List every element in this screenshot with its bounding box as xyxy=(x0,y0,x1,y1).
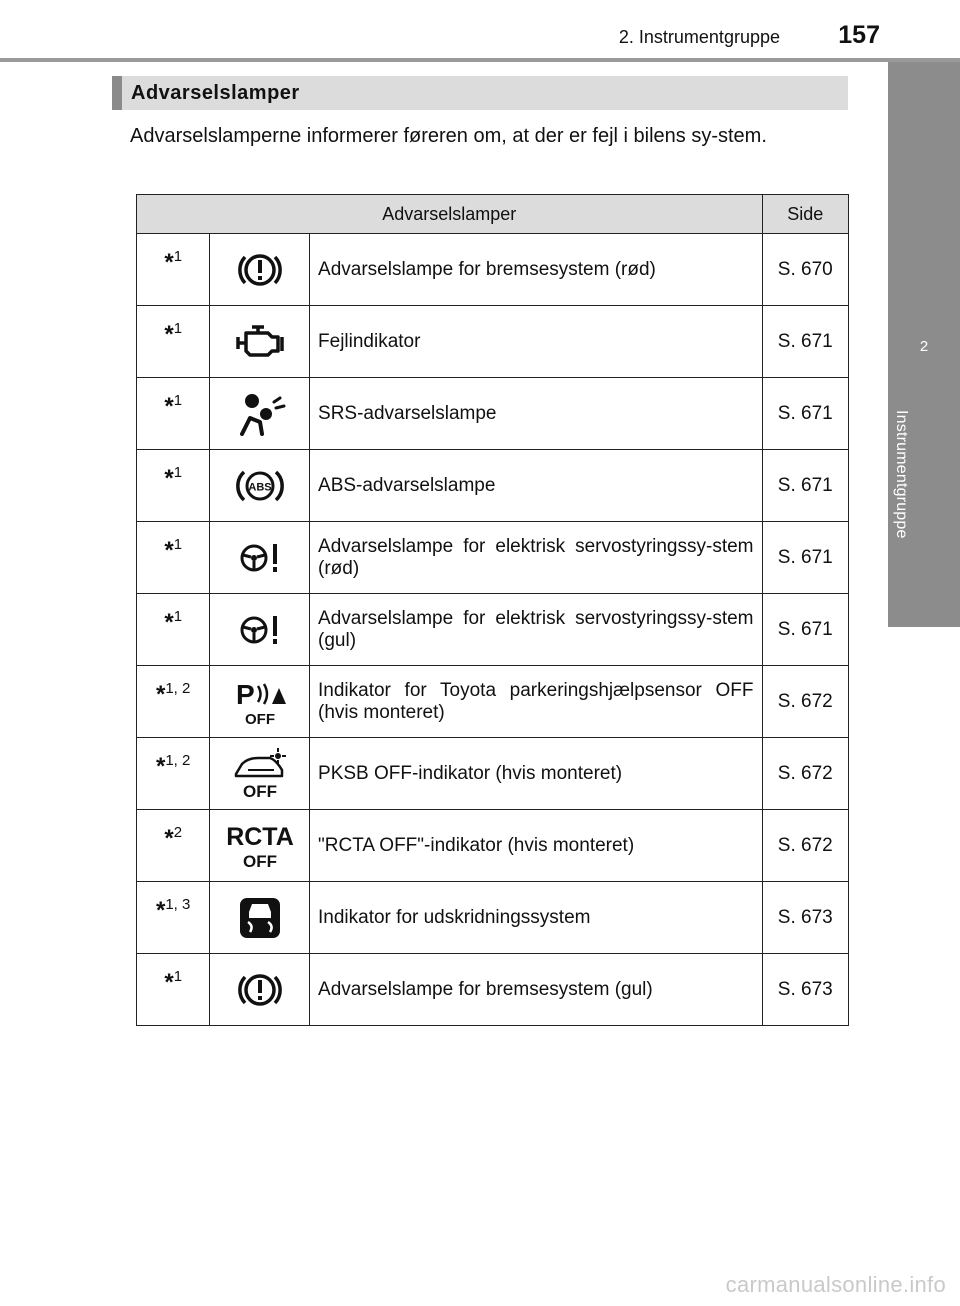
footnote-marker: *1, 2 xyxy=(156,680,191,708)
footnote-cell xyxy=(137,378,210,450)
page-reference: S. 672 xyxy=(762,810,848,882)
footnote-cell xyxy=(137,306,210,378)
footnote-marker: *1, 3 xyxy=(156,896,191,924)
page-number: 157 xyxy=(838,21,880,49)
svg-text:P: P xyxy=(235,678,255,710)
lamp-description: Advarselslampe for elektrisk servostyringssy-stem (gul) xyxy=(310,594,763,666)
footnote-marker: *1 xyxy=(164,392,183,420)
footnote-ref: 1, 2 xyxy=(165,752,191,769)
abs-warning-icon xyxy=(210,450,310,522)
footnote-marker: *1 xyxy=(164,464,183,492)
table-row xyxy=(137,306,849,378)
table-row xyxy=(137,882,849,954)
lamp-description: Advarselslampe for elektrisk servostyringssy-stem (rød) xyxy=(310,522,763,594)
lamp-description: "RCTA OFF"-indikator (hvis monteret) xyxy=(310,810,763,882)
footnote-marker: *1 xyxy=(164,320,183,348)
lamp-description: Advarselslampe for bremsesystem (rød) xyxy=(310,234,763,306)
footnote-cell xyxy=(137,450,210,522)
svg-text:OFF: OFF xyxy=(244,710,275,726)
side-tab-upper xyxy=(888,62,960,319)
table-row xyxy=(137,234,849,306)
footnote-ref: 1 xyxy=(173,248,183,265)
brake-warning-yellow-icon xyxy=(210,954,310,1026)
warning-lamp-table xyxy=(136,194,849,1026)
table-row xyxy=(137,810,849,882)
side-tab-label: Instrumentgruppe xyxy=(893,410,910,539)
srs-airbag-icon xyxy=(210,378,310,450)
table-row xyxy=(137,450,849,522)
intro-paragraph: Advarselslamperne informerer føreren om, at der er fejl i bilens sy-stem. xyxy=(130,125,767,147)
lamp-description: Indikator for Toyota parkeringshjælpsensor OFF (hvis monteret) xyxy=(310,666,763,738)
table-row xyxy=(137,738,849,810)
svg-text:OFF: OFF xyxy=(242,851,277,871)
footnote-ref: 1, 2 xyxy=(165,680,191,697)
page-reference: S. 673 xyxy=(762,882,848,954)
page-reference: S. 673 xyxy=(762,954,848,1026)
table-row xyxy=(137,378,849,450)
footnote-cell xyxy=(137,882,210,954)
footnote-cell xyxy=(137,738,210,810)
slip-indicator-icon xyxy=(210,882,310,954)
header-lamps: Advarselslamper xyxy=(137,195,763,234)
table-header-row xyxy=(137,195,849,234)
page-reference: S. 670 xyxy=(762,234,848,306)
table-row xyxy=(137,594,849,666)
footnote-ref: 1 xyxy=(173,608,183,625)
footnote-cell xyxy=(137,666,210,738)
footnote-cell xyxy=(137,594,210,666)
svg-text:ABS: ABS xyxy=(248,481,272,493)
footnote-marker: *2 xyxy=(164,824,183,852)
footnote-ref: 1 xyxy=(173,464,183,481)
footnote-ref: 1 xyxy=(173,320,183,337)
footnote-marker: *1 xyxy=(164,536,183,564)
footnote-marker: *1, 2 xyxy=(156,752,191,780)
engine-malfunction-icon xyxy=(210,306,310,378)
footnote-ref: 2 xyxy=(173,824,183,841)
footnote-cell xyxy=(137,522,210,594)
svg-text:OFF: OFF xyxy=(242,781,277,800)
section-heading: Advarselslamper xyxy=(112,76,848,110)
lamp-description: Fejlindikator xyxy=(310,306,763,378)
page-reference: S. 672 xyxy=(762,666,848,738)
svg-text:RCTA: RCTA xyxy=(225,822,294,851)
power-steering-red-icon xyxy=(210,522,310,594)
page-reference: S. 672 xyxy=(762,738,848,810)
page-reference: S. 671 xyxy=(762,450,848,522)
side-tab-number: 2 xyxy=(919,338,929,355)
watermark: carmanualsonline.info xyxy=(725,1272,946,1297)
pksb-off-icon xyxy=(210,738,310,810)
table-row xyxy=(137,954,849,1026)
footnote-ref: 1 xyxy=(173,968,183,985)
chapter-title: 2. Instrumentgruppe xyxy=(618,27,780,47)
footnote-ref: 1 xyxy=(173,536,183,553)
footnote-marker: *1 xyxy=(164,968,183,996)
page-reference: S. 671 xyxy=(762,378,848,450)
page-reference: S. 671 xyxy=(762,522,848,594)
footnote-ref: 1, 3 xyxy=(165,896,191,913)
header-rule xyxy=(0,58,960,62)
table-row xyxy=(137,522,849,594)
footnote-cell xyxy=(137,810,210,882)
footnote-ref: 1 xyxy=(173,392,183,409)
lamp-description: Indikator for udskridningssystem xyxy=(310,882,763,954)
power-steering-yellow-icon xyxy=(210,594,310,666)
footnote-marker: *1 xyxy=(164,608,183,636)
parking-sensor-off-icon xyxy=(210,666,310,738)
footnote-cell xyxy=(137,234,210,306)
brake-warning-red-icon xyxy=(210,234,310,306)
table-row xyxy=(137,666,849,738)
lamp-description: PKSB OFF-indikator (hvis monteret) xyxy=(310,738,763,810)
header-page: Side xyxy=(762,195,848,234)
page-reference: S. 671 xyxy=(762,594,848,666)
rcta-off-icon xyxy=(210,810,310,882)
page-reference: S. 671 xyxy=(762,306,848,378)
lamp-description: Advarselslampe for bremsesystem (gul) xyxy=(310,954,763,1026)
lamp-description: ABS-advarselslampe xyxy=(310,450,763,522)
lamp-description: SRS-advarselslampe xyxy=(310,378,763,450)
footnote-marker: *1 xyxy=(164,248,183,276)
footnote-cell xyxy=(137,954,210,1026)
